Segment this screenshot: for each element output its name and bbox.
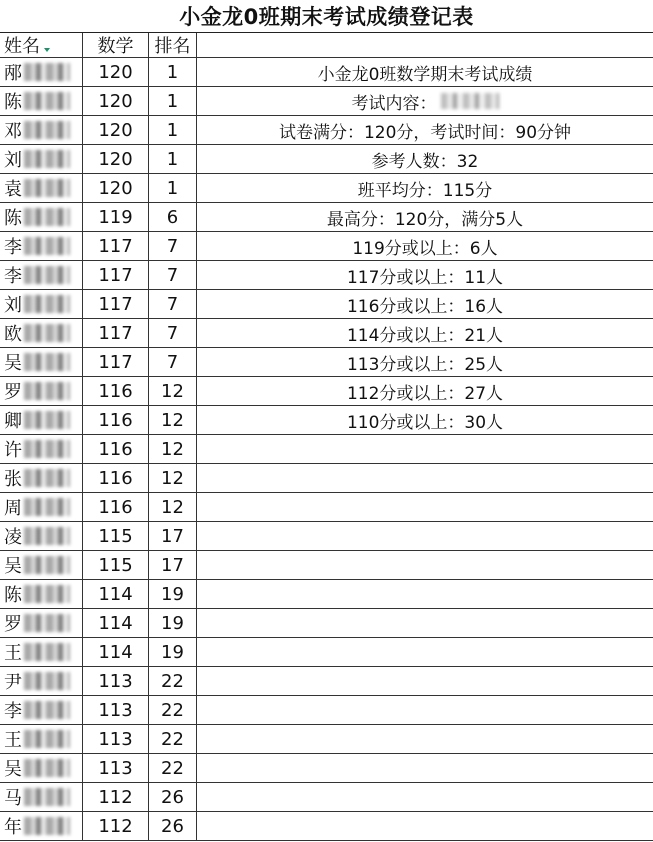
column-header-name-label: 姓名	[4, 36, 40, 57]
rank-cell[interactable]: 12	[149, 435, 197, 463]
name-cell[interactable]	[0, 725, 83, 753]
table-row	[0, 812, 653, 841]
redacted-name-mosaic	[24, 527, 70, 545]
math-score-cell[interactable]: 117	[83, 232, 149, 260]
summary-cell[interactable]	[197, 783, 653, 811]
redacted-name-mosaic	[24, 614, 70, 632]
table-row	[0, 377, 653, 406]
name-cell[interactable]	[0, 87, 83, 115]
name-cell[interactable]	[0, 812, 83, 840]
student-surname: 邓	[4, 121, 22, 142]
table-row	[0, 667, 653, 696]
summary-text: 116分或以上：16人	[346, 296, 504, 317]
redacted-name-mosaic	[24, 643, 70, 661]
summary-cell[interactable]	[197, 754, 653, 782]
table-row	[0, 406, 653, 435]
table-row	[0, 261, 653, 290]
math-score-cell[interactable]: 117	[83, 261, 149, 289]
student-surname: 陈	[4, 92, 22, 113]
header-row	[0, 33, 653, 58]
math-score-cell[interactable]: 120	[83, 116, 149, 144]
student-surname: 许	[4, 440, 22, 461]
table-row	[0, 116, 653, 145]
redacted-content-mosaic	[441, 93, 499, 109]
student-surname: 尹	[4, 672, 22, 693]
sheet-title: 小金龙0班期末考试成绩登记表	[0, 0, 653, 33]
summary-cell[interactable]	[197, 551, 653, 579]
summary-cell[interactable]	[197, 232, 653, 260]
summary-text: 112分或以上：27人	[346, 383, 504, 404]
name-cell[interactable]	[0, 319, 83, 347]
student-surname: 陈	[4, 585, 22, 606]
student-surname: 刘	[4, 150, 22, 171]
rank-cell[interactable]: 7	[149, 261, 197, 289]
student-surname: 王	[4, 643, 22, 664]
student-surname: 吴	[4, 759, 22, 780]
rank-cell[interactable]: 12	[149, 493, 197, 521]
student-surname: 年	[4, 817, 22, 838]
redacted-name-mosaic	[24, 440, 70, 458]
name-cell[interactable]	[0, 145, 83, 173]
rank-cell[interactable]: 1	[149, 174, 197, 202]
math-score-cell[interactable]: 112	[83, 812, 149, 840]
name-cell[interactable]	[0, 638, 83, 666]
redacted-name-mosaic	[24, 730, 70, 748]
student-surname: 张	[4, 469, 22, 490]
summary-cell[interactable]	[197, 406, 653, 434]
student-surname: 凌	[4, 527, 22, 548]
table-row	[0, 551, 653, 580]
summary-text: 试卷满分：120分，考试时间：90分钟	[278, 122, 572, 143]
math-score-cell[interactable]: 120	[83, 174, 149, 202]
redacted-name-mosaic	[24, 92, 70, 110]
redacted-name-mosaic	[24, 324, 70, 342]
rank-cell[interactable]: 26	[149, 812, 197, 840]
summary-cell[interactable]	[197, 348, 653, 376]
redacted-name-mosaic	[24, 701, 70, 719]
name-cell[interactable]	[0, 667, 83, 695]
name-cell[interactable]	[0, 493, 83, 521]
name-cell[interactable]	[0, 58, 83, 86]
math-score-cell[interactable]: 115	[83, 551, 149, 579]
summary-cell[interactable]	[197, 290, 653, 318]
summary-text: 参考人数：32	[371, 151, 479, 172]
student-surname: 李	[4, 701, 22, 722]
summary-cell[interactable]	[197, 203, 653, 231]
table-row	[0, 754, 653, 783]
name-cell[interactable]	[0, 609, 83, 637]
column-header-name[interactable]	[0, 33, 83, 57]
table-row	[0, 783, 653, 812]
redacted-name-mosaic	[24, 788, 70, 806]
summary-cell[interactable]	[197, 493, 653, 521]
redacted-name-mosaic	[24, 469, 70, 487]
student-surname: 吴	[4, 353, 22, 374]
summary-text: 小金龙0班数学期末考试成绩	[317, 64, 533, 85]
summary-text: 119分或以上：6人	[352, 238, 498, 259]
table-row	[0, 580, 653, 609]
summary-cell[interactable]	[197, 464, 653, 492]
name-cell[interactable]	[0, 435, 83, 463]
name-cell[interactable]	[0, 406, 83, 434]
table-row	[0, 435, 653, 464]
score-table	[0, 33, 653, 841]
table-row	[0, 145, 653, 174]
math-score-cell[interactable]: 120	[83, 58, 149, 86]
table-row	[0, 638, 653, 667]
math-score-cell[interactable]: 120	[83, 145, 149, 173]
math-score-cell[interactable]: 113	[83, 696, 149, 724]
rank-cell[interactable]: 12	[149, 406, 197, 434]
table-row	[0, 725, 653, 754]
summary-cell[interactable]	[197, 377, 653, 405]
redacted-name-mosaic	[24, 759, 70, 777]
student-surname: 李	[4, 237, 22, 258]
student-surname: 罗	[4, 614, 22, 635]
table-row	[0, 493, 653, 522]
summary-cell[interactable]	[197, 609, 653, 637]
math-score-cell[interactable]: 113	[83, 754, 149, 782]
redacted-name-mosaic	[24, 556, 70, 574]
redacted-name-mosaic	[24, 179, 70, 197]
student-surname: 罗	[4, 382, 22, 403]
redacted-name-mosaic	[24, 208, 70, 226]
name-cell[interactable]	[0, 203, 83, 231]
table-row	[0, 348, 653, 377]
student-surname: 欧	[4, 324, 22, 345]
rank-cell[interactable]: 6	[149, 203, 197, 231]
math-score-cell[interactable]: 116	[83, 406, 149, 434]
name-cell[interactable]	[0, 290, 83, 318]
rank-cell[interactable]: 1	[149, 87, 197, 115]
student-surname: 刘	[4, 295, 22, 316]
column-header-rank[interactable]: 排名	[149, 33, 197, 57]
name-cell[interactable]	[0, 232, 83, 260]
math-score-cell[interactable]: 117	[83, 348, 149, 376]
name-cell[interactable]	[0, 116, 83, 144]
rank-cell[interactable]: 19	[149, 638, 197, 666]
summary-cell[interactable]	[197, 725, 653, 753]
rank-cell[interactable]: 22	[149, 725, 197, 753]
student-surname: 吴	[4, 556, 22, 577]
redacted-name-mosaic	[24, 295, 70, 313]
student-surname: 周	[4, 498, 22, 519]
rank-cell[interactable]: 1	[149, 145, 197, 173]
student-surname: 袁	[4, 179, 22, 200]
math-score-cell[interactable]: 117	[83, 290, 149, 318]
name-cell[interactable]	[0, 696, 83, 724]
rank-cell[interactable]: 7	[149, 232, 197, 260]
summary-text: 114分或以上：21人	[346, 325, 504, 346]
table-row	[0, 464, 653, 493]
redacted-name-mosaic	[24, 672, 70, 690]
summary-text: 113分或以上：25人	[346, 354, 504, 375]
student-surname: 陈	[4, 208, 22, 229]
rank-cell[interactable]: 26	[149, 783, 197, 811]
rank-cell[interactable]: 12	[149, 377, 197, 405]
summary-cell[interactable]	[197, 261, 653, 289]
name-cell[interactable]	[0, 551, 83, 579]
name-cell[interactable]	[0, 348, 83, 376]
rank-cell[interactable]: 7	[149, 348, 197, 376]
redacted-name-mosaic	[24, 498, 70, 516]
rank-cell[interactable]: 1	[149, 116, 197, 144]
rank-cell[interactable]: 22	[149, 667, 197, 695]
rank-cell[interactable]: 7	[149, 290, 197, 318]
student-surname: 邴	[4, 63, 22, 84]
table-row	[0, 609, 653, 638]
name-cell[interactable]	[0, 754, 83, 782]
rank-cell[interactable]: 22	[149, 754, 197, 782]
redacted-name-mosaic	[24, 150, 70, 168]
redacted-name-mosaic	[24, 411, 70, 429]
summary-text: 最高分：120分，满分5人	[326, 209, 524, 230]
math-score-cell[interactable]: 113	[83, 667, 149, 695]
redacted-name-mosaic	[24, 266, 70, 284]
name-cell[interactable]	[0, 464, 83, 492]
redacted-name-mosaic	[24, 237, 70, 255]
math-score-cell[interactable]: 112	[83, 783, 149, 811]
summary-cell[interactable]	[197, 145, 653, 173]
table-row	[0, 290, 653, 319]
rank-cell[interactable]: 12	[149, 464, 197, 492]
table-row	[0, 203, 653, 232]
math-score-cell[interactable]: 119	[83, 203, 149, 231]
summary-cell[interactable]	[197, 580, 653, 608]
name-cell[interactable]	[0, 261, 83, 289]
name-cell[interactable]	[0, 783, 83, 811]
math-score-cell[interactable]: 116	[83, 377, 149, 405]
column-header-info[interactable]	[197, 33, 653, 57]
math-score-cell[interactable]: 114	[83, 638, 149, 666]
summary-text: 班平均分：115分	[357, 180, 493, 201]
summary-cell[interactable]	[197, 638, 653, 666]
student-surname: 马	[4, 788, 22, 809]
summary-cell[interactable]	[197, 87, 653, 115]
rank-cell[interactable]: 7	[149, 319, 197, 347]
table-row	[0, 232, 653, 261]
math-score-cell[interactable]: 116	[83, 493, 149, 521]
rank-cell[interactable]: 17	[149, 551, 197, 579]
math-score-cell[interactable]: 116	[83, 435, 149, 463]
rank-cell[interactable]: 22	[149, 696, 197, 724]
table-row	[0, 319, 653, 348]
rank-cell[interactable]: 19	[149, 580, 197, 608]
math-score-cell[interactable]: 120	[83, 87, 149, 115]
summary-cell[interactable]	[197, 812, 653, 840]
summary-text: 考试内容：	[351, 93, 437, 114]
student-surname: 李	[4, 266, 22, 287]
math-score-cell[interactable]: 117	[83, 319, 149, 347]
summary-cell[interactable]	[197, 174, 653, 202]
rank-cell[interactable]: 1	[149, 58, 197, 86]
table-row	[0, 87, 653, 116]
redacted-name-mosaic	[24, 353, 70, 371]
math-score-cell[interactable]: 114	[83, 580, 149, 608]
redacted-name-mosaic	[24, 817, 70, 835]
table-row	[0, 696, 653, 725]
student-surname: 王	[4, 730, 22, 751]
math-score-cell[interactable]: 114	[83, 609, 149, 637]
student-surname: 卿	[4, 411, 22, 432]
redacted-name-mosaic	[24, 63, 70, 81]
redacted-name-mosaic	[24, 121, 70, 139]
redacted-name-mosaic	[24, 382, 70, 400]
name-cell[interactable]	[0, 377, 83, 405]
math-score-cell[interactable]: 116	[83, 464, 149, 492]
redacted-name-mosaic	[24, 585, 70, 603]
math-score-cell[interactable]: 115	[83, 522, 149, 550]
rank-cell[interactable]: 17	[149, 522, 197, 550]
name-cell[interactable]	[0, 580, 83, 608]
summary-cell[interactable]	[197, 435, 653, 463]
summary-cell[interactable]	[197, 522, 653, 550]
summary-cell[interactable]	[197, 667, 653, 695]
summary-text: 110分或以上：30人	[346, 412, 504, 433]
summary-cell[interactable]	[197, 319, 653, 347]
summary-text: 117分或以上：11人	[346, 267, 504, 288]
summary-cell[interactable]	[197, 696, 653, 724]
table-row	[0, 58, 653, 87]
summary-cell[interactable]	[197, 58, 653, 86]
summary-cell[interactable]	[197, 116, 653, 144]
rank-cell[interactable]: 19	[149, 609, 197, 637]
name-cell[interactable]	[0, 522, 83, 550]
math-score-cell[interactable]: 113	[83, 725, 149, 753]
filter-dropdown-icon[interactable]	[44, 48, 50, 52]
column-header-math[interactable]: 数学	[83, 33, 149, 57]
table-row	[0, 174, 653, 203]
name-cell[interactable]	[0, 174, 83, 202]
table-row	[0, 522, 653, 551]
